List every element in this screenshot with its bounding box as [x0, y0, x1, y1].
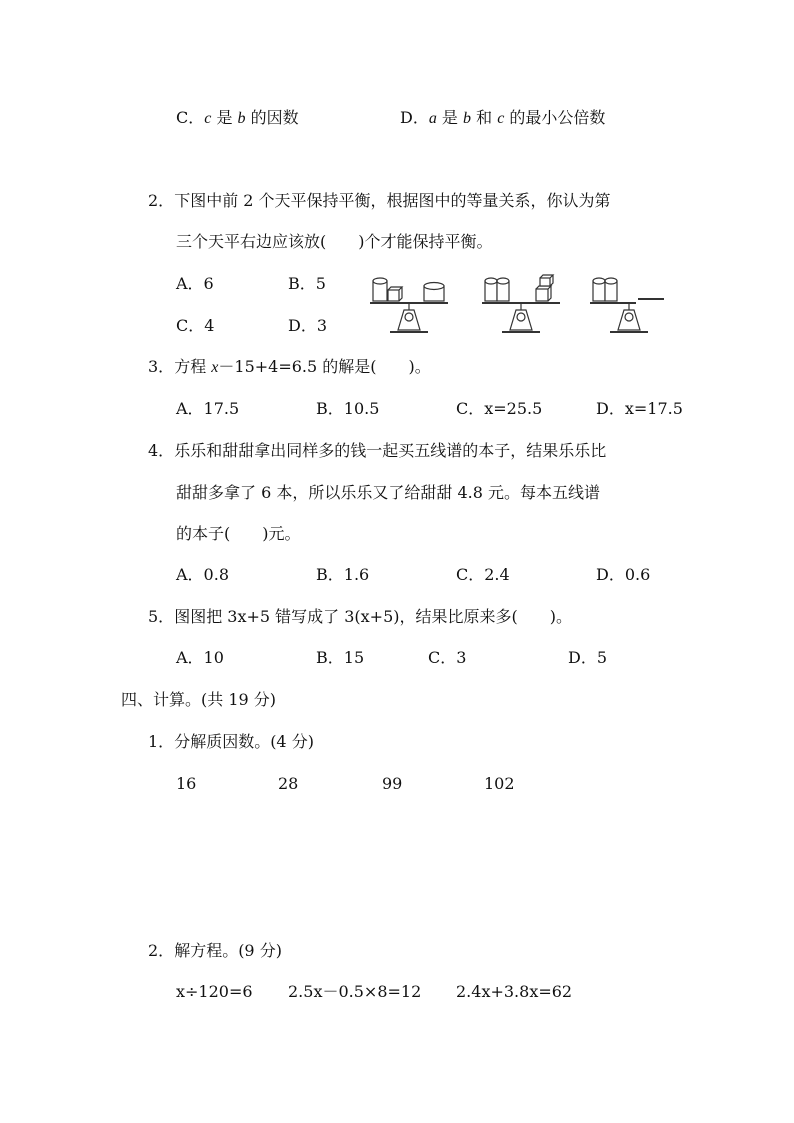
factor-item: 99 — [382, 774, 403, 793]
sub2-title — [148, 941, 282, 961]
variable: b — [237, 110, 246, 127]
question-number: 4． — [148, 441, 175, 460]
sub1-title — [148, 732, 314, 752]
question-number: 2． — [148, 191, 175, 210]
question-text: 方程 — [174, 357, 212, 376]
q4-line1 — [148, 441, 606, 461]
q5-option-c[interactable]: C．3 — [428, 648, 467, 667]
balance-scales-figure — [368, 272, 668, 342]
equation: 2.4x+3.8x=62 — [456, 982, 573, 1001]
equation: 2.5x－0.5×8=12 — [288, 982, 422, 1001]
variable: c — [204, 110, 212, 127]
variable: a — [428, 110, 437, 127]
question-text: 下图中前 2 个天平保持平衡，根据图中的等量关系，你认为第 — [174, 191, 611, 210]
q4-line3: 的本子( )元。 — [176, 524, 301, 543]
q4-option-a[interactable]: A．0.8 — [176, 565, 230, 584]
question-number: 5． — [148, 607, 175, 626]
q5-option-a[interactable]: A．10 — [176, 648, 224, 667]
section-title: 四、计算。(共 19 分) — [121, 690, 277, 709]
q3-option-c[interactable]: C．x=25.5 — [456, 399, 543, 418]
option-label: D． — [400, 108, 429, 127]
question-number: 2． — [148, 941, 175, 960]
q2-option-c[interactable]: C．4 — [176, 316, 215, 335]
text: 是 — [211, 108, 238, 127]
option-label: C． — [176, 108, 205, 127]
q3-option-a[interactable]: A．17.5 — [176, 399, 240, 418]
text: 的因数 — [245, 108, 299, 127]
q4-option-d[interactable]: D．0.6 — [596, 565, 651, 584]
factor-item: 102 — [484, 774, 515, 793]
q4-option-c[interactable]: C．2.4 — [456, 565, 510, 584]
question-text: 分解质因数。(4 分) — [174, 732, 314, 751]
variable: c — [497, 110, 505, 127]
q3-option-b[interactable]: B．10.5 — [316, 399, 380, 418]
q5-option-b[interactable]: B．15 — [316, 648, 365, 667]
q3-stem — [148, 357, 431, 378]
q2-option-d[interactable]: D．3 — [288, 316, 328, 335]
q1-option-c — [176, 108, 299, 129]
q5-option-d[interactable]: D．5 — [568, 648, 608, 667]
q2-option-b[interactable]: B．5 — [288, 274, 326, 293]
equation: x÷120=6 — [176, 982, 253, 1001]
q3-option-d[interactable]: D．x=17.5 — [596, 399, 683, 418]
variable: x — [211, 359, 219, 376]
question-text: 解方程。(9 分) — [174, 941, 282, 960]
q2-option-a[interactable]: A．6 — [176, 274, 214, 293]
text: 的最小公倍数 — [504, 108, 606, 127]
q5-stem — [148, 607, 572, 627]
question-text: 图图把 3x+5 错写成了 3(x+5)，结果比原来多( )。 — [174, 607, 572, 626]
balance-scale-2-icon — [482, 275, 560, 332]
q1-option-d — [400, 108, 605, 129]
text: 是 — [436, 108, 464, 127]
q4-line2: 甜甜多拿了 6 本，所以乐乐又了给甜甜 4.8 元。每本五线谱 — [176, 483, 600, 502]
balance-scale-1-icon — [370, 278, 448, 332]
question-number: 3． — [148, 357, 175, 376]
question-text: －15+4=6.5 的解是( )。 — [218, 357, 431, 376]
variable: b — [463, 110, 472, 127]
q2-line2: 三个天平右边应该放( )个才能保持平衡。 — [176, 232, 493, 251]
question-text: 乐乐和甜甜拿出同样多的钱一起买五线谱的本子，结果乐乐比 — [174, 441, 607, 460]
q2-line1 — [148, 191, 611, 211]
balance-scale-3-icon — [590, 278, 664, 332]
text: 和 — [471, 108, 498, 127]
factor-item: 28 — [278, 774, 299, 793]
question-number: 1． — [148, 732, 175, 751]
q4-option-b[interactable]: B．1.6 — [316, 565, 370, 584]
factor-item: 16 — [176, 774, 197, 793]
